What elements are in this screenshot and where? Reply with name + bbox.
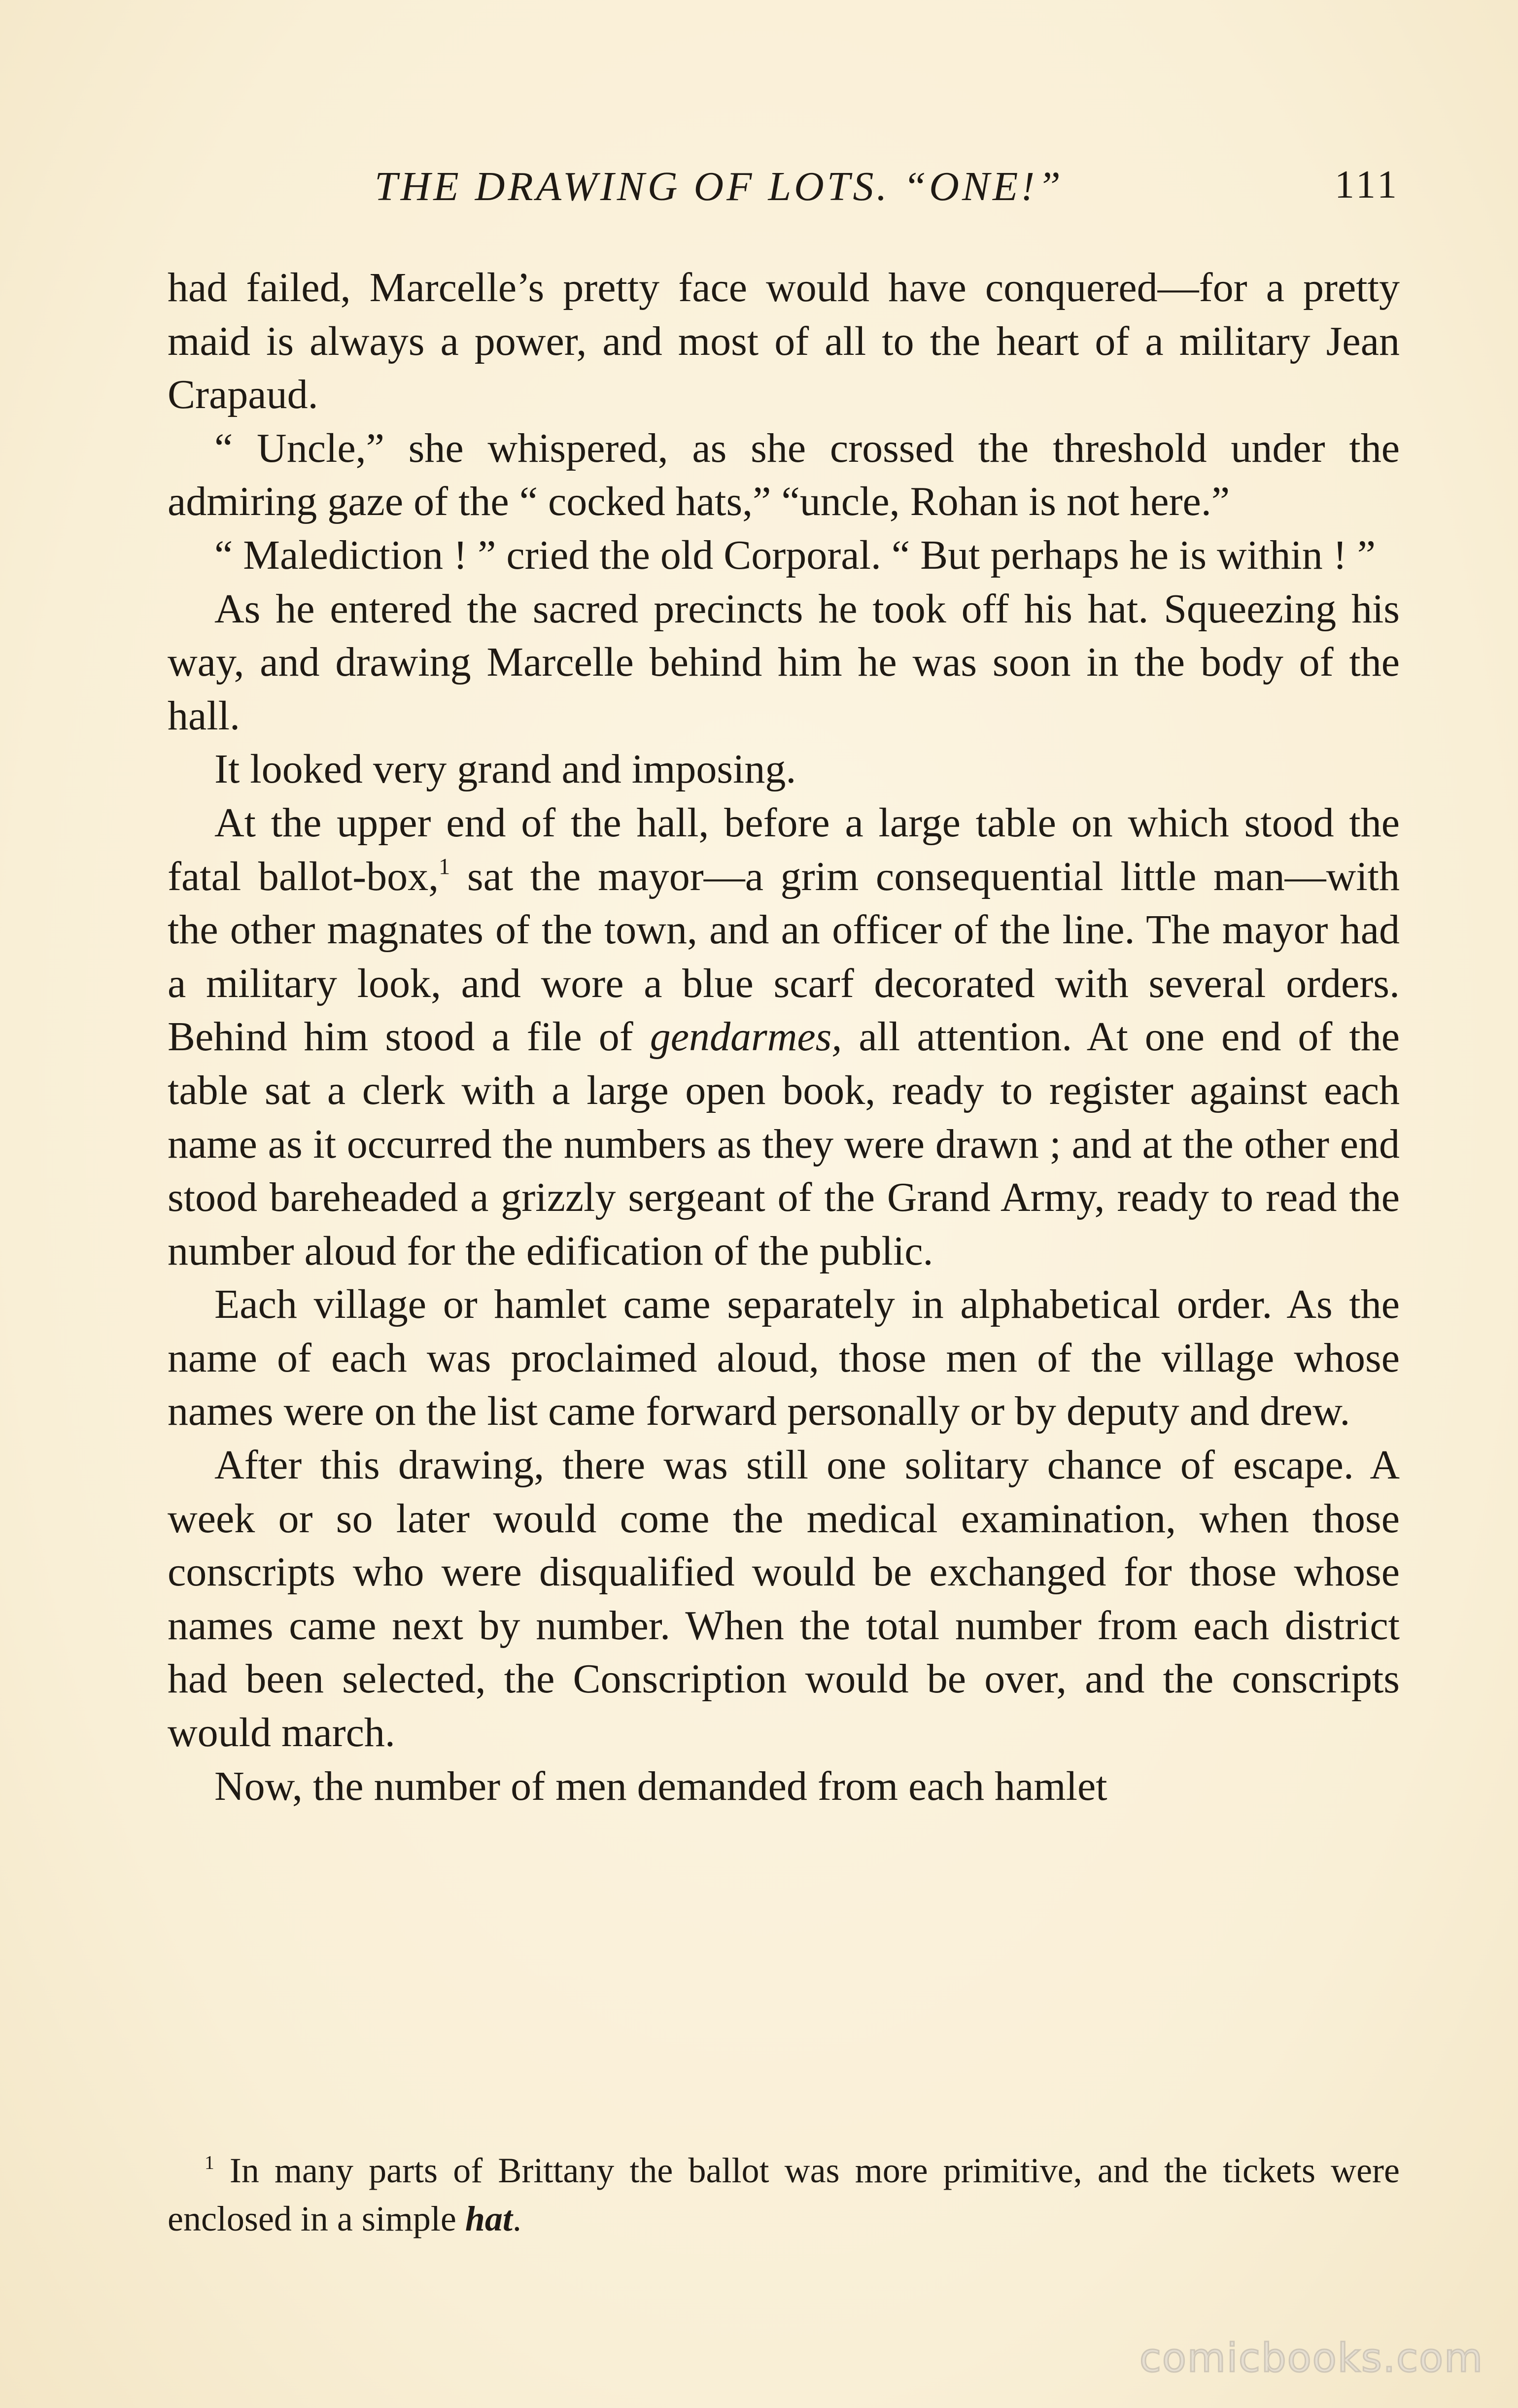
footnote-italic: hat <box>465 2199 513 2238</box>
paragraph-6-text-b: sat the mayor—a grim consequential little man—with the other magnates of the town, and an officer of the line. The mayor had a military look, and wore a blue scarf decorated with several orders. Behind him stood a file of <box>168 853 1400 1060</box>
paragraph-9: Now, the number of men demanded from each hamlet <box>214 1763 1107 1809</box>
paragraph-6-italic: gendarmes, <box>650 1014 842 1060</box>
footnote-marker: 1 <box>205 2151 214 2173</box>
running-title: THE DRAWING OF LOTS. “ONE!” <box>375 164 1064 209</box>
paragraph-2: “ Uncle,” she whispered, as she crossed the threshold under the admiring gaze of the “ cocked hats,” “uncle, Rohan is not here.” <box>168 425 1400 525</box>
paragraph-4: As he entered the sacred precincts he took off his hat. Squeezing his way, and drawing Marcelle behind him he was soon in the body of the hall. <box>168 585 1400 739</box>
paragraph-6-text-c: all attention. At one end of the table sat a clerk with a large open book, ready to register against each name as it occurred the numbers as they were drawn ; and at the other end stood bareheaded a grizzly sergeant of the Grand Army, ready to read the number aloud for the edification of the public. <box>168 1014 1400 1274</box>
paragraph-3: “ Malediction ! ” cried the old Corporal. “ But perhaps he is within ! ” <box>214 532 1376 578</box>
footnote-text: In many parts of Brittany the ballot was more primitive, and the tickets were enclosed in a simple <box>168 2151 1400 2238</box>
footnote <box>168 2146 1400 2243</box>
paragraph-5: It looked very grand and imposing. <box>214 746 796 792</box>
footnote-end: . <box>512 2199 521 2238</box>
paragraph-8: After this drawing, there was still one solitary chance of escape. A week or so later would come the medical examination, when those conscripts who were disqualified would be exchanged for those whose names came next by number. When the total number from each district had been selected, the Conscription would be over, and the conscripts would march. <box>168 1442 1400 1756</box>
footnote-reference: 1 <box>439 854 450 879</box>
paragraph-1: had failed, Marcelle’s pretty face would have conquered—for a pretty maid is always a power, and most of all to the heart of a military Jean Crapaud. <box>168 265 1400 418</box>
page-header <box>375 163 1400 222</box>
paragraph-6-text-a: At the upper end of the hall, before a large table on which stood the fatal ballot-box, <box>168 799 1400 899</box>
body-text <box>168 261 1400 1813</box>
paragraph-6 <box>168 796 1400 1278</box>
paragraph-7: Each village or hamlet came separately in alphabetical order. As the name of each was proclaimed aloud, those men of the village whose names were on the list came forward personally or by deputy and drew. <box>168 1281 1400 1435</box>
watermark: comicbooks.com <box>1139 2335 1484 2381</box>
page-number: 111 <box>1334 163 1400 206</box>
